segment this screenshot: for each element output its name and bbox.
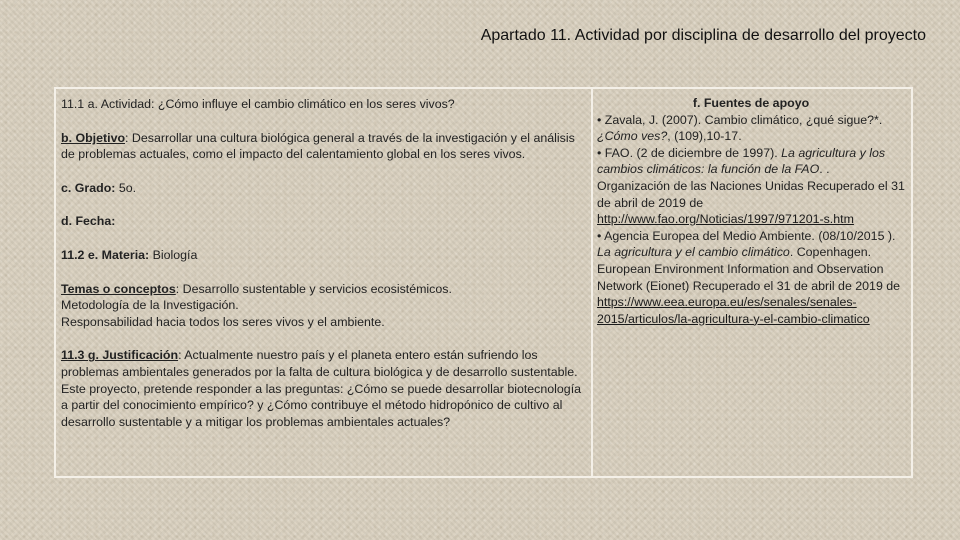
objective-block bbox=[61, 130, 585, 163]
sources-cell bbox=[593, 89, 911, 476]
reference-1 bbox=[597, 112, 905, 145]
subject-block bbox=[61, 247, 585, 264]
topics-label: Temas o conceptos bbox=[61, 281, 176, 296]
content-table bbox=[54, 87, 913, 478]
reference-1-title: ¿Cómo ves? bbox=[597, 129, 668, 144]
topics-line-1: : Desarrollo sustentable y servicios ecosistémicos. bbox=[175, 281, 452, 296]
reference-1-text: • Zavala, J. (2007). Cambio climático, ¿qué sigue?*. bbox=[597, 112, 883, 127]
topics-line-3: Responsabilidad hacia todos los seres vivos y el ambiente. bbox=[61, 314, 385, 329]
activity-question bbox=[61, 96, 585, 113]
page-title: Apartado 11. Actividad por disciplina de desarrollo del proyecto bbox=[480, 27, 926, 44]
grade-value: 5o. bbox=[115, 180, 137, 195]
activity-cell bbox=[56, 89, 593, 476]
reference-3 bbox=[597, 228, 905, 328]
reference-1-rest: , (109),10-17. bbox=[667, 129, 742, 144]
justification-label: 11.3 g. Justificación bbox=[61, 348, 179, 363]
reference-2-text: • FAO. (2 de diciembre de 1997). bbox=[597, 145, 782, 160]
subject-value: Biología bbox=[149, 247, 198, 262]
justification-block bbox=[61, 347, 585, 430]
sources-heading: f. Fuentes de apoyo bbox=[692, 96, 810, 110]
reference-2-link[interactable]: http://www.fao.org/Noticias/1997/971201-s.htm bbox=[597, 212, 854, 227]
topics-block bbox=[61, 281, 585, 331]
reference-3-link[interactable]: https://www.eea.europa.eu/es/senales/senales-2015/articulos/la-agricultura-y-el-cambio-climatico bbox=[597, 295, 870, 326]
reference-3-rest: . Copenhagen. European Environment Information and Observation Network (Eionet) Recuperado el 31 de abril de 2019 de bbox=[597, 245, 901, 293]
objective-text: : Desarrollar una cultura biológica general a través de la investigación y el análisis de problemas actuales, como el impacto del calentamiento global en los seres vivos. bbox=[61, 130, 575, 162]
date-block bbox=[61, 213, 585, 230]
grade-label: c. Grado: bbox=[61, 180, 116, 195]
reference-3-title: La agricultura y el cambio climático bbox=[597, 245, 790, 260]
reference-2-rest: . . Organización de las Naciones Unidas Recuperado el 31 de abril de 2019 de bbox=[597, 162, 905, 210]
grade-block bbox=[61, 180, 585, 197]
reference-3-text: • Agencia Europea del Medio Ambiente. (08/10/2015 ). bbox=[597, 228, 896, 243]
date-label: d. Fecha: bbox=[61, 214, 116, 229]
objective-label: b. Objetivo bbox=[61, 130, 126, 145]
reference-2 bbox=[597, 145, 905, 228]
justification-text: : Actualmente nuestro país y el planeta entero están sufriendo los problemas ambientales generados por la falta de cultura biológica y de desarrollo sustentable. Este proyecto, pretende responder a las preguntas: ¿Cómo se puede desarrollar biotecnología a partir del conocimiento empírico? y ¿Cómo contribuye el método hidropónico de cultivo al desarrollo sustentable y a mitigar los problemas ambientales actuales? bbox=[61, 348, 582, 429]
reference-2-title: La agricultura y los cambios climáticos: la función de la FAO bbox=[597, 145, 886, 177]
topics-line-2: Metodología de la Investigación. bbox=[61, 298, 239, 313]
activity-text: 11.1 a. Actividad: ¿Cómo influye el cambio climático en los seres vivos? bbox=[61, 97, 455, 111]
subject-label: 11.2 e. Materia: bbox=[61, 247, 150, 262]
